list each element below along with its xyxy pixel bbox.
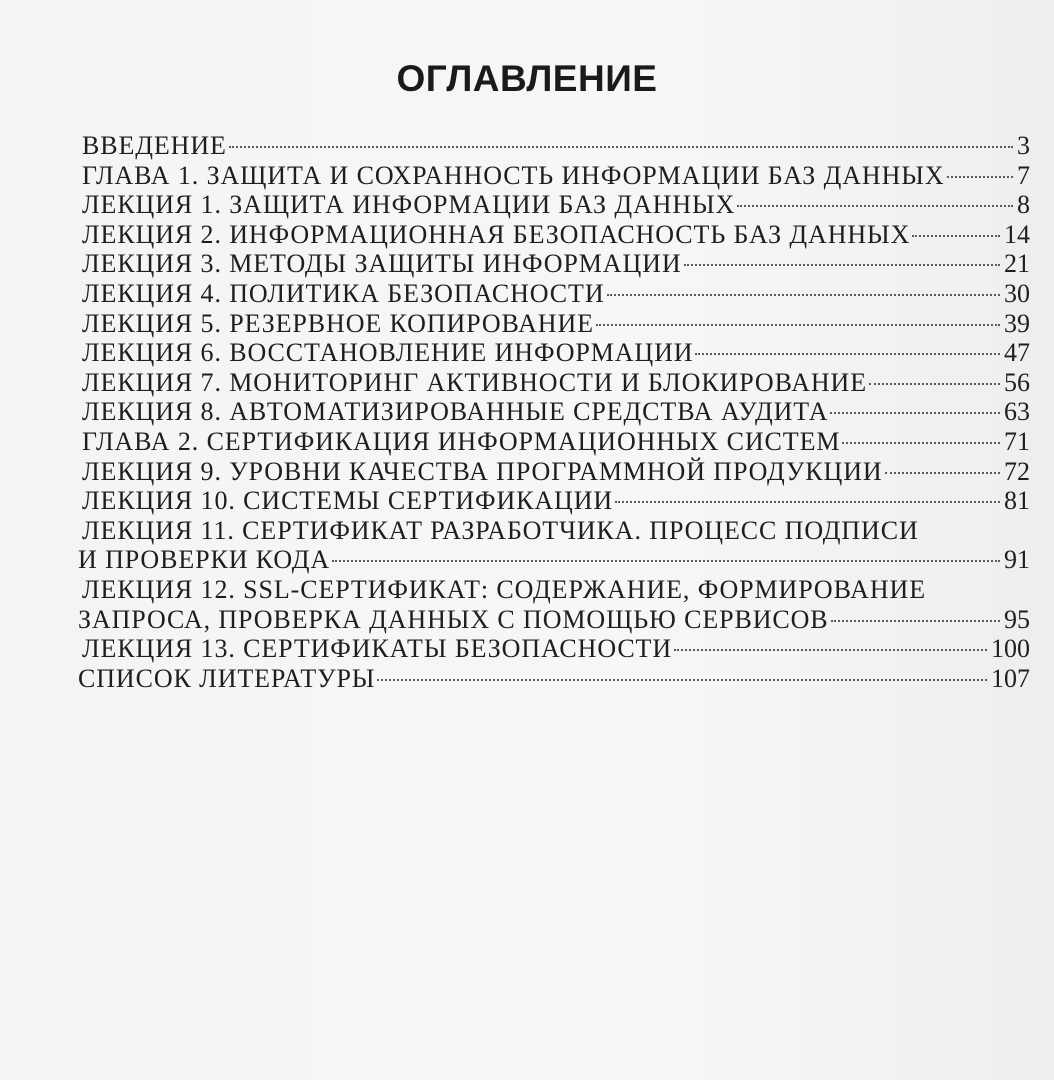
toc-page-number: 14 <box>1004 219 1030 249</box>
toc-entry-title: ГЛАВА 2. СЕРТИФИКАЦИЯ ИНФОРМАЦИОННЫХ СИСТЕМ <box>82 426 841 456</box>
toc-page-number: 71 <box>1004 426 1030 456</box>
dot-leader <box>831 620 1000 622</box>
toc-entry <box>0 161 1054 191</box>
toc-page-number: 30 <box>1004 278 1030 308</box>
toc-entry-line <box>0 457 1030 487</box>
table-of-contents <box>0 131 1054 693</box>
dot-leader <box>842 442 1000 444</box>
toc-page-number: 21 <box>1004 249 1030 279</box>
toc-entry <box>0 486 1054 516</box>
toc-entry <box>0 249 1054 279</box>
toc-entry-line-wrapped <box>0 516 1030 546</box>
toc-page-number: 7 <box>1017 160 1030 190</box>
toc-entry-title: И ПРОВЕРКИ КОДА <box>78 545 331 575</box>
toc-entry <box>0 338 1054 368</box>
toc-page-number: 39 <box>1004 308 1030 338</box>
toc-entry-line <box>0 249 1030 279</box>
toc-entry-title: ЛЕКЦИЯ 9. УРОВНИ КАЧЕСТВА ПРОГРАММНОЙ ПРОДУКЦИИ <box>82 456 883 486</box>
toc-entry <box>0 457 1054 487</box>
toc-entry-line <box>0 634 1030 664</box>
dot-leader <box>695 353 1000 355</box>
toc-entry-line <box>0 605 1030 635</box>
dot-leader <box>615 501 1000 503</box>
dot-leader <box>912 235 1000 237</box>
dot-leader <box>596 324 1000 326</box>
toc-entry <box>0 516 1054 575</box>
toc-entry-line <box>0 190 1030 220</box>
toc-entry <box>0 220 1054 250</box>
dot-leader <box>607 294 1001 296</box>
toc-entry <box>0 397 1054 427</box>
dot-leader <box>377 679 987 681</box>
toc-entry-line <box>0 486 1030 516</box>
toc-entry-title: ЛЕКЦИЯ 5. РЕЗЕРВНОЕ КОПИРОВАНИЕ <box>82 308 594 338</box>
toc-entry-line <box>0 279 1030 309</box>
toc-entry <box>0 575 1054 634</box>
toc-entry-title: ЛЕКЦИЯ 1. ЗАЩИТА ИНФОРМАЦИИ БАЗ ДАННЫХ <box>82 190 736 220</box>
toc-page-number: 95 <box>1004 604 1030 634</box>
dot-leader <box>684 264 1000 266</box>
dot-leader <box>885 472 1000 474</box>
toc-entry-title: ЗАПРОСА, ПРОВЕРКА ДАННЫХ С ПОМОЩЬЮ СЕРВИСОВ <box>78 604 829 634</box>
toc-entry-title: ГЛАВА 1. ЗАЩИТА И СОХРАННОСТЬ ИНФОРМАЦИИ БАЗ ДАННЫХ <box>82 160 945 190</box>
toc-entry-line <box>0 309 1030 339</box>
toc-page-number: 63 <box>1004 397 1030 427</box>
toc-page-number: 3 <box>1017 131 1030 160</box>
toc-entry <box>0 190 1054 220</box>
toc-page-number: 100 <box>991 634 1030 664</box>
dot-leader <box>332 560 1000 562</box>
toc-entry <box>0 309 1054 339</box>
toc-entry <box>0 131 1054 161</box>
toc-entry-line <box>0 161 1030 191</box>
toc-page-number: 8 <box>1017 190 1030 220</box>
toc-entry-title: ЛЕКЦИЯ 3. МЕТОДЫ ЗАЩИТЫ ИНФОРМАЦИИ <box>82 249 682 279</box>
toc-entry <box>0 368 1054 398</box>
toc-entry <box>0 279 1054 309</box>
dot-leader <box>830 412 1000 414</box>
toc-page-number: 72 <box>1004 456 1030 486</box>
toc-entry-line <box>0 131 1030 161</box>
toc-page-number: 56 <box>1004 367 1030 397</box>
toc-entry-title: ВВЕДЕНИЕ <box>82 131 227 160</box>
toc-entry-title: ЛЕКЦИЯ 4. ПОЛИТИКА БЕЗОПАСНОСТИ <box>82 278 605 308</box>
toc-entry-title: ЛЕКЦИЯ 8. АВТОМАТИЗИРОВАННЫЕ СРЕДСТВА АУДИТА <box>82 397 829 427</box>
toc-entry-title: ЛЕКЦИЯ 7. МОНИТОРИНГ АКТИВНОСТИ И БЛОКИРОВАНИЕ <box>82 367 868 397</box>
toc-entry-title: ЛЕКЦИЯ 10. СИСТЕМЫ СЕРТИФИКАЦИИ <box>82 486 614 516</box>
toc-entry-line <box>0 664 1030 694</box>
toc-entry-title: ЛЕКЦИЯ 2. ИНФОРМАЦИОННАЯ БЕЗОПАСНОСТЬ БАЗ ДАННЫХ <box>82 219 911 249</box>
toc-entry-title: ЛЕКЦИЯ 11. СЕРТИФИКАТ РАЗРАБОТЧИКА. ПРОЦЕСС ПОДПИСИ <box>82 515 919 545</box>
toc-entry-line <box>0 338 1030 368</box>
dot-leader <box>674 649 987 651</box>
toc-entry-line-wrapped <box>0 575 1030 605</box>
dot-leader <box>229 146 1013 148</box>
toc-page-number: 107 <box>991 663 1030 693</box>
toc-entry-title: ЛЕКЦИЯ 6. ВОССТАНОВЛЕНИЕ ИНФОРМАЦИИ <box>82 338 694 368</box>
dot-leader <box>737 205 1013 207</box>
page-title: ОГЛАВЛЕНИЕ <box>396 58 658 99</box>
toc-entry <box>0 634 1054 664</box>
toc-entry-line <box>0 368 1030 398</box>
toc-entry-line <box>0 397 1030 427</box>
toc-entry-title: ЛЕКЦИЯ 12. SSL-СЕРТИФИКАТ: СОДЕРЖАНИЕ, ФОРМИРОВАНИЕ <box>82 574 926 604</box>
toc-entry-line <box>0 545 1030 575</box>
toc-page-number: 47 <box>1004 338 1030 368</box>
toc-page-number: 91 <box>1004 545 1030 575</box>
toc-entry-title: ЛЕКЦИЯ 13. СЕРТИФИКАТЫ БЕЗОПАСНОСТИ <box>82 634 673 664</box>
toc-entry-title: СПИСОК ЛИТЕРАТУРЫ <box>78 663 376 693</box>
toc-entry <box>0 427 1054 457</box>
toc-entry <box>0 664 1054 694</box>
dot-leader <box>869 383 1000 385</box>
toc-page-number: 81 <box>1004 486 1030 516</box>
toc-entry-line <box>0 427 1030 457</box>
toc-entry-line <box>0 220 1030 250</box>
dot-leader <box>947 176 1013 178</box>
